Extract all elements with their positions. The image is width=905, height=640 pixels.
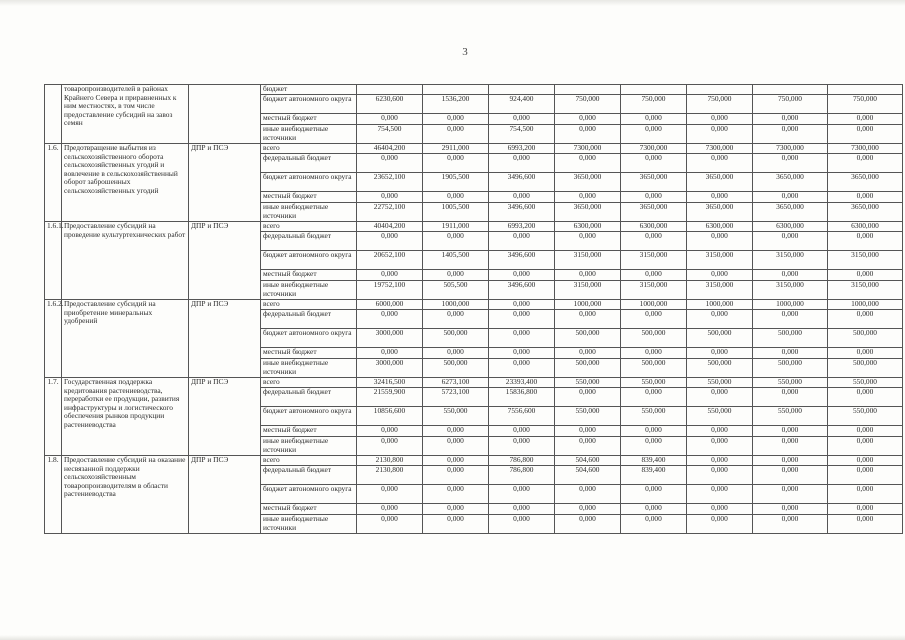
amount-cell: 0,000 <box>753 270 828 281</box>
amount-cell: 0,000 <box>753 232 828 251</box>
amount-cell: 0,000 <box>489 270 555 281</box>
amount-cell: 0,000 <box>621 270 687 281</box>
budget-table-body <box>45 85 903 534</box>
amount-cell: 0,000 <box>489 192 555 203</box>
amount-cell: 0,000 <box>687 456 753 466</box>
amount-cell: 3150,000 <box>828 281 903 300</box>
amount-cell: 0,000 <box>555 388 621 407</box>
funding-source: бюджет автономного округа <box>261 173 357 192</box>
amount-cell: 21559,900 <box>357 388 423 407</box>
funding-source: иные внебюджетные источники <box>261 203 357 222</box>
amount-cell: 0,000 <box>357 485 423 504</box>
amount-cell: 0,000 <box>687 437 753 456</box>
amount-cell: 0,000 <box>753 125 828 144</box>
amount-cell: 0,000 <box>687 348 753 359</box>
item-name: товаропроизводителей в районах Крайнего Севера и приравненных к ним местностях, в том числе предоставление субсидий на завоз семян <box>62 85 189 144</box>
amount-cell: 0,000 <box>828 515 903 534</box>
amount-cell: 0,000 <box>555 485 621 504</box>
amount-cell: 3650,000 <box>555 173 621 192</box>
amount-cell: 500,000 <box>621 329 687 348</box>
funding-source: федеральный бюджет <box>261 388 357 407</box>
amount-cell: 0,000 <box>555 437 621 456</box>
funding-source: местный бюджет <box>261 270 357 281</box>
amount-cell: 505,500 <box>423 281 489 300</box>
table-row <box>45 222 903 232</box>
funding-source: местный бюджет <box>261 504 357 515</box>
responsible-executor: ДПР и ПСЭ <box>189 456 261 534</box>
funding-source: бюджет автономного округа <box>261 407 357 426</box>
amount-cell: 839,400 <box>621 466 687 485</box>
funding-source: иные внебюджетные источники <box>261 281 357 300</box>
amount-cell: 0,000 <box>423 154 489 173</box>
amount-cell <box>687 85 753 95</box>
amount-cell: 3000,000 <box>357 359 423 378</box>
amount-cell: 0,000 <box>357 348 423 359</box>
amount-cell: 839,400 <box>621 456 687 466</box>
amount-cell: 550,000 <box>828 378 903 388</box>
amount-cell: 0,000 <box>687 504 753 515</box>
amount-cell: 0,000 <box>753 504 828 515</box>
amount-cell: 500,000 <box>555 329 621 348</box>
amount-cell: 750,000 <box>828 95 903 114</box>
amount-cell: 0,000 <box>687 426 753 437</box>
amount-cell: 0,000 <box>828 388 903 407</box>
funding-source: местный бюджет <box>261 426 357 437</box>
amount-cell: 0,000 <box>357 114 423 125</box>
amount-cell: 0,000 <box>423 504 489 515</box>
amount-cell: 3650,000 <box>828 203 903 222</box>
amount-cell: 0,000 <box>555 154 621 173</box>
amount-cell: 6300,000 <box>555 222 621 232</box>
amount-cell: 750,000 <box>621 95 687 114</box>
amount-cell: 1000,000 <box>555 300 621 310</box>
amount-cell: 3650,000 <box>753 173 828 192</box>
amount-cell: 0,000 <box>687 388 753 407</box>
funding-source: всего <box>261 378 357 388</box>
amount-cell: 0,000 <box>621 192 687 203</box>
item-number: 1.6.1. <box>45 222 62 300</box>
amount-cell <box>357 85 423 95</box>
amount-cell: 0,000 <box>687 466 753 485</box>
responsible-executor: ДПР и ПСЭ <box>189 144 261 222</box>
amount-cell: 20652,100 <box>357 251 423 270</box>
amount-cell: 550,000 <box>687 378 753 388</box>
amount-cell: 3150,000 <box>621 281 687 300</box>
amount-cell: 0,000 <box>423 426 489 437</box>
amount-cell: 786,800 <box>489 466 555 485</box>
amount-cell: 0,000 <box>687 192 753 203</box>
amount-cell: 0,000 <box>357 426 423 437</box>
amount-cell: 0,000 <box>489 359 555 378</box>
amount-cell: 3496,600 <box>489 203 555 222</box>
responsible-executor: ДПР и ПСЭ <box>189 222 261 300</box>
amount-cell: 1905,500 <box>423 173 489 192</box>
funding-source: иные внебюджетные источники <box>261 515 357 534</box>
amount-cell: 3650,000 <box>753 203 828 222</box>
amount-cell: 23652,100 <box>357 173 423 192</box>
amount-cell: 0,000 <box>621 388 687 407</box>
amount-cell: 0,000 <box>489 348 555 359</box>
amount-cell: 0,000 <box>828 114 903 125</box>
funding-source: федеральный бюджет <box>261 232 357 251</box>
amount-cell: 0,000 <box>621 232 687 251</box>
amount-cell: 0,000 <box>357 504 423 515</box>
funding-source: федеральный бюджет <box>261 466 357 485</box>
amount-cell: 1536,200 <box>423 95 489 114</box>
funding-source: бюджет автономного округа <box>261 95 357 114</box>
funding-source: федеральный бюджет <box>261 154 357 173</box>
budget-table <box>44 84 903 534</box>
amount-cell: 0,000 <box>621 114 687 125</box>
item-name: Предоставление субсидий на приобретение минеральных удобрений <box>62 300 189 378</box>
amount-cell: 924,400 <box>489 95 555 114</box>
item-name: Государственная поддержка кредитования растениеводства, переработки ее продукции, развития инфраструктуры и логистического обеспечения рынков продукции растениеводства <box>62 378 189 456</box>
amount-cell: 0,000 <box>423 456 489 466</box>
amount-cell: 7556,600 <box>489 407 555 426</box>
amount-cell: 0,000 <box>753 426 828 437</box>
amount-cell: 750,000 <box>753 95 828 114</box>
amount-cell: 3496,600 <box>489 173 555 192</box>
amount-cell: 2130,800 <box>357 456 423 466</box>
amount-cell: 550,000 <box>621 407 687 426</box>
amount-cell: 0,000 <box>687 114 753 125</box>
amount-cell: 1005,500 <box>423 203 489 222</box>
amount-cell: 0,000 <box>423 515 489 534</box>
amount-cell: 0,000 <box>828 192 903 203</box>
amount-cell: 3496,600 <box>489 251 555 270</box>
amount-cell: 0,000 <box>621 348 687 359</box>
amount-cell: 0,000 <box>753 388 828 407</box>
amount-cell: 1000,000 <box>621 300 687 310</box>
funding-source: местный бюджет <box>261 348 357 359</box>
amount-cell: 0,000 <box>687 515 753 534</box>
amount-cell: 0,000 <box>828 270 903 281</box>
amount-cell <box>621 85 687 95</box>
amount-cell: 3150,000 <box>687 251 753 270</box>
scan-edge-bottom <box>0 635 905 640</box>
amount-cell: 3650,000 <box>687 173 753 192</box>
amount-cell: 0,000 <box>555 114 621 125</box>
amount-cell: 500,000 <box>753 359 828 378</box>
responsible-executor <box>189 85 261 144</box>
amount-cell: 0,000 <box>621 125 687 144</box>
amount-cell: 550,000 <box>555 407 621 426</box>
amount-cell: 0,000 <box>489 154 555 173</box>
amount-cell: 32416,500 <box>357 378 423 388</box>
funding-source: бюджет <box>261 85 357 95</box>
amount-cell: 0,000 <box>357 232 423 251</box>
table-row <box>45 85 903 95</box>
item-name: Предотвращение выбытия из сельскохозяйственного оборота сельскохозяйственных угодий и вовлечение в сельскохозяйственный оборот заброшенных сельскохозяйственных угодий <box>62 144 189 222</box>
amount-cell: 0,000 <box>489 114 555 125</box>
amount-cell <box>489 85 555 95</box>
amount-cell: 0,000 <box>828 466 903 485</box>
amount-cell: 0,000 <box>828 504 903 515</box>
table-row <box>45 144 903 154</box>
amount-cell: 0,000 <box>753 192 828 203</box>
amount-cell: 6300,000 <box>828 222 903 232</box>
amount-cell: 0,000 <box>555 232 621 251</box>
amount-cell: 550,000 <box>555 378 621 388</box>
amount-cell: 46404,200 <box>357 144 423 154</box>
amount-cell: 1405,500 <box>423 251 489 270</box>
amount-cell: 0,000 <box>423 466 489 485</box>
funding-source: всего <box>261 456 357 466</box>
amount-cell: 0,000 <box>621 504 687 515</box>
amount-cell: 0,000 <box>687 310 753 329</box>
amount-cell: 3650,000 <box>555 203 621 222</box>
amount-cell: 0,000 <box>423 310 489 329</box>
funding-source: бюджет автономного округа <box>261 485 357 504</box>
amount-cell: 3650,000 <box>687 203 753 222</box>
amount-cell: 0,000 <box>687 485 753 504</box>
amount-cell: 1000,000 <box>828 300 903 310</box>
amount-cell: 2130,800 <box>357 466 423 485</box>
amount-cell: 0,000 <box>555 192 621 203</box>
amount-cell: 0,000 <box>753 310 828 329</box>
responsible-executor: ДПР и ПСЭ <box>189 378 261 456</box>
amount-cell: 3150,000 <box>555 281 621 300</box>
amount-cell: 0,000 <box>687 125 753 144</box>
table-row <box>45 300 903 310</box>
amount-cell: 0,000 <box>555 515 621 534</box>
item-name: Предоставление субсидий на проведение культуртехнических работ <box>62 222 189 300</box>
funding-source: местный бюджет <box>261 192 357 203</box>
funding-source: иные внебюджетные источники <box>261 125 357 144</box>
amount-cell: 3150,000 <box>687 281 753 300</box>
amount-cell: 0,000 <box>687 154 753 173</box>
amount-cell: 3150,000 <box>753 281 828 300</box>
amount-cell: 7300,000 <box>621 144 687 154</box>
amount-cell: 550,000 <box>687 407 753 426</box>
amount-cell: 1000,000 <box>687 300 753 310</box>
amount-cell: 504,600 <box>555 456 621 466</box>
amount-cell: 7300,000 <box>687 144 753 154</box>
amount-cell: 6000,000 <box>357 300 423 310</box>
amount-cell <box>555 85 621 95</box>
amount-cell: 0,000 <box>828 437 903 456</box>
amount-cell: 6300,000 <box>753 222 828 232</box>
amount-cell: 0,000 <box>489 310 555 329</box>
amount-cell: 6273,100 <box>423 378 489 388</box>
table-row <box>45 378 903 388</box>
amount-cell: 0,000 <box>423 232 489 251</box>
item-number <box>45 85 62 144</box>
amount-cell: 0,000 <box>555 310 621 329</box>
amount-cell: 550,000 <box>423 407 489 426</box>
amount-cell: 40404,200 <box>357 222 423 232</box>
amount-cell: 0,000 <box>687 270 753 281</box>
funding-source: бюджет автономного округа <box>261 329 357 348</box>
funding-source: бюджет автономного округа <box>261 251 357 270</box>
amount-cell: 0,000 <box>828 456 903 466</box>
amount-cell: 500,000 <box>555 359 621 378</box>
amount-cell: 3150,000 <box>621 251 687 270</box>
amount-cell: 6230,600 <box>357 95 423 114</box>
amount-cell: 6300,000 <box>687 222 753 232</box>
amount-cell: 0,000 <box>423 125 489 144</box>
amount-cell: 0,000 <box>621 310 687 329</box>
amount-cell: 550,000 <box>621 378 687 388</box>
scan-edge-top <box>0 0 905 6</box>
item-number: 1.8. <box>45 456 62 534</box>
amount-cell: 3150,000 <box>828 251 903 270</box>
amount-cell: 0,000 <box>828 485 903 504</box>
amount-cell: 0,000 <box>753 114 828 125</box>
amount-cell: 0,000 <box>357 437 423 456</box>
amount-cell: 0,000 <box>555 125 621 144</box>
amount-cell: 0,000 <box>357 310 423 329</box>
amount-cell: 500,000 <box>828 359 903 378</box>
amount-cell: 0,000 <box>357 270 423 281</box>
amount-cell: 0,000 <box>489 300 555 310</box>
amount-cell: 504,600 <box>555 466 621 485</box>
amount-cell: 754,500 <box>357 125 423 144</box>
amount-cell: 0,000 <box>621 437 687 456</box>
item-number: 1.7. <box>45 378 62 456</box>
amount-cell: 750,000 <box>555 95 621 114</box>
amount-cell: 0,000 <box>489 504 555 515</box>
amount-cell: 550,000 <box>753 378 828 388</box>
amount-cell: 0,000 <box>828 125 903 144</box>
amount-cell: 0,000 <box>828 348 903 359</box>
amount-cell: 0,000 <box>423 485 489 504</box>
funding-source: местный бюджет <box>261 114 357 125</box>
amount-cell: 0,000 <box>357 154 423 173</box>
amount-cell <box>423 85 489 95</box>
amount-cell: 0,000 <box>489 232 555 251</box>
amount-cell: 0,000 <box>753 485 828 504</box>
item-number: 1.6. <box>45 144 62 222</box>
amount-cell: 500,000 <box>621 359 687 378</box>
amount-cell: 3000,000 <box>357 329 423 348</box>
amount-cell: 0,000 <box>753 437 828 456</box>
amount-cell: 3496,600 <box>489 281 555 300</box>
amount-cell: 0,000 <box>489 329 555 348</box>
amount-cell: 1911,000 <box>423 222 489 232</box>
amount-cell: 0,000 <box>753 348 828 359</box>
amount-cell: 23393,400 <box>489 378 555 388</box>
amount-cell: 0,000 <box>423 437 489 456</box>
amount-cell: 500,000 <box>687 329 753 348</box>
amount-cell: 0,000 <box>423 270 489 281</box>
funding-source: иные внебюджетные источники <box>261 437 357 456</box>
amount-cell: 2911,000 <box>423 144 489 154</box>
amount-cell: 0,000 <box>555 426 621 437</box>
amount-cell: 0,000 <box>489 437 555 456</box>
amount-cell: 15836,800 <box>489 388 555 407</box>
amount-cell <box>753 85 828 95</box>
amount-cell: 0,000 <box>753 515 828 534</box>
amount-cell: 0,000 <box>423 192 489 203</box>
amount-cell: 0,000 <box>357 192 423 203</box>
amount-cell: 19752,100 <box>357 281 423 300</box>
amount-cell: 0,000 <box>489 515 555 534</box>
amount-cell: 3150,000 <box>555 251 621 270</box>
amount-cell: 0,000 <box>357 515 423 534</box>
amount-cell: 0,000 <box>687 232 753 251</box>
amount-cell: 10856,600 <box>357 407 423 426</box>
amount-cell: 0,000 <box>423 114 489 125</box>
amount-cell: 750,000 <box>687 95 753 114</box>
item-name: Предоставление субсидий на оказание несвязанной поддержки сельскохозяйственным товаропроизводителям в области растениеводства <box>62 456 189 534</box>
funding-source: иные внебюджетные источники <box>261 359 357 378</box>
amount-cell: 7300,000 <box>753 144 828 154</box>
amount-cell: 22752,100 <box>357 203 423 222</box>
amount-cell: 6300,000 <box>621 222 687 232</box>
amount-cell: 0,000 <box>621 485 687 504</box>
amount-cell: 1000,000 <box>753 300 828 310</box>
amount-cell: 0,000 <box>828 310 903 329</box>
amount-cell: 3150,000 <box>753 251 828 270</box>
amount-cell: 0,000 <box>555 504 621 515</box>
funding-source: всего <box>261 144 357 154</box>
amount-cell: 3650,000 <box>621 203 687 222</box>
amount-cell: 786,800 <box>489 456 555 466</box>
amount-cell: 1000,000 <box>423 300 489 310</box>
funding-source: федеральный бюджет <box>261 310 357 329</box>
amount-cell: 6993,200 <box>489 222 555 232</box>
amount-cell: 0,000 <box>489 485 555 504</box>
amount-cell: 0,000 <box>828 232 903 251</box>
amount-cell: 0,000 <box>555 270 621 281</box>
amount-cell: 3650,000 <box>621 173 687 192</box>
amount-cell: 0,000 <box>621 515 687 534</box>
amount-cell: 0,000 <box>489 426 555 437</box>
amount-cell: 7300,000 <box>555 144 621 154</box>
amount-cell: 3650,000 <box>828 173 903 192</box>
amount-cell: 500,000 <box>423 359 489 378</box>
amount-cell: 0,000 <box>753 456 828 466</box>
amount-cell: 7300,000 <box>828 144 903 154</box>
table-row <box>45 456 903 466</box>
amount-cell: 0,000 <box>828 426 903 437</box>
amount-cell: 0,000 <box>621 154 687 173</box>
amount-cell <box>828 85 903 95</box>
amount-cell: 6993,200 <box>489 144 555 154</box>
amount-cell: 0,000 <box>621 426 687 437</box>
amount-cell: 0,000 <box>555 348 621 359</box>
amount-cell: 754,500 <box>489 125 555 144</box>
amount-cell: 500,000 <box>423 329 489 348</box>
amount-cell: 0,000 <box>828 154 903 173</box>
amount-cell: 0,000 <box>753 154 828 173</box>
amount-cell: 500,000 <box>687 359 753 378</box>
responsible-executor: ДПР и ПСЭ <box>189 300 261 378</box>
page-number: 3 <box>462 46 468 58</box>
amount-cell: 0,000 <box>753 466 828 485</box>
amount-cell: 500,000 <box>753 329 828 348</box>
amount-cell: 0,000 <box>423 348 489 359</box>
amount-cell: 5723,100 <box>423 388 489 407</box>
amount-cell: 550,000 <box>753 407 828 426</box>
item-number: 1.6.2. <box>45 300 62 378</box>
funding-source: всего <box>261 222 357 232</box>
amount-cell: 500,000 <box>828 329 903 348</box>
funding-source: всего <box>261 300 357 310</box>
amount-cell: 550,000 <box>828 407 903 426</box>
